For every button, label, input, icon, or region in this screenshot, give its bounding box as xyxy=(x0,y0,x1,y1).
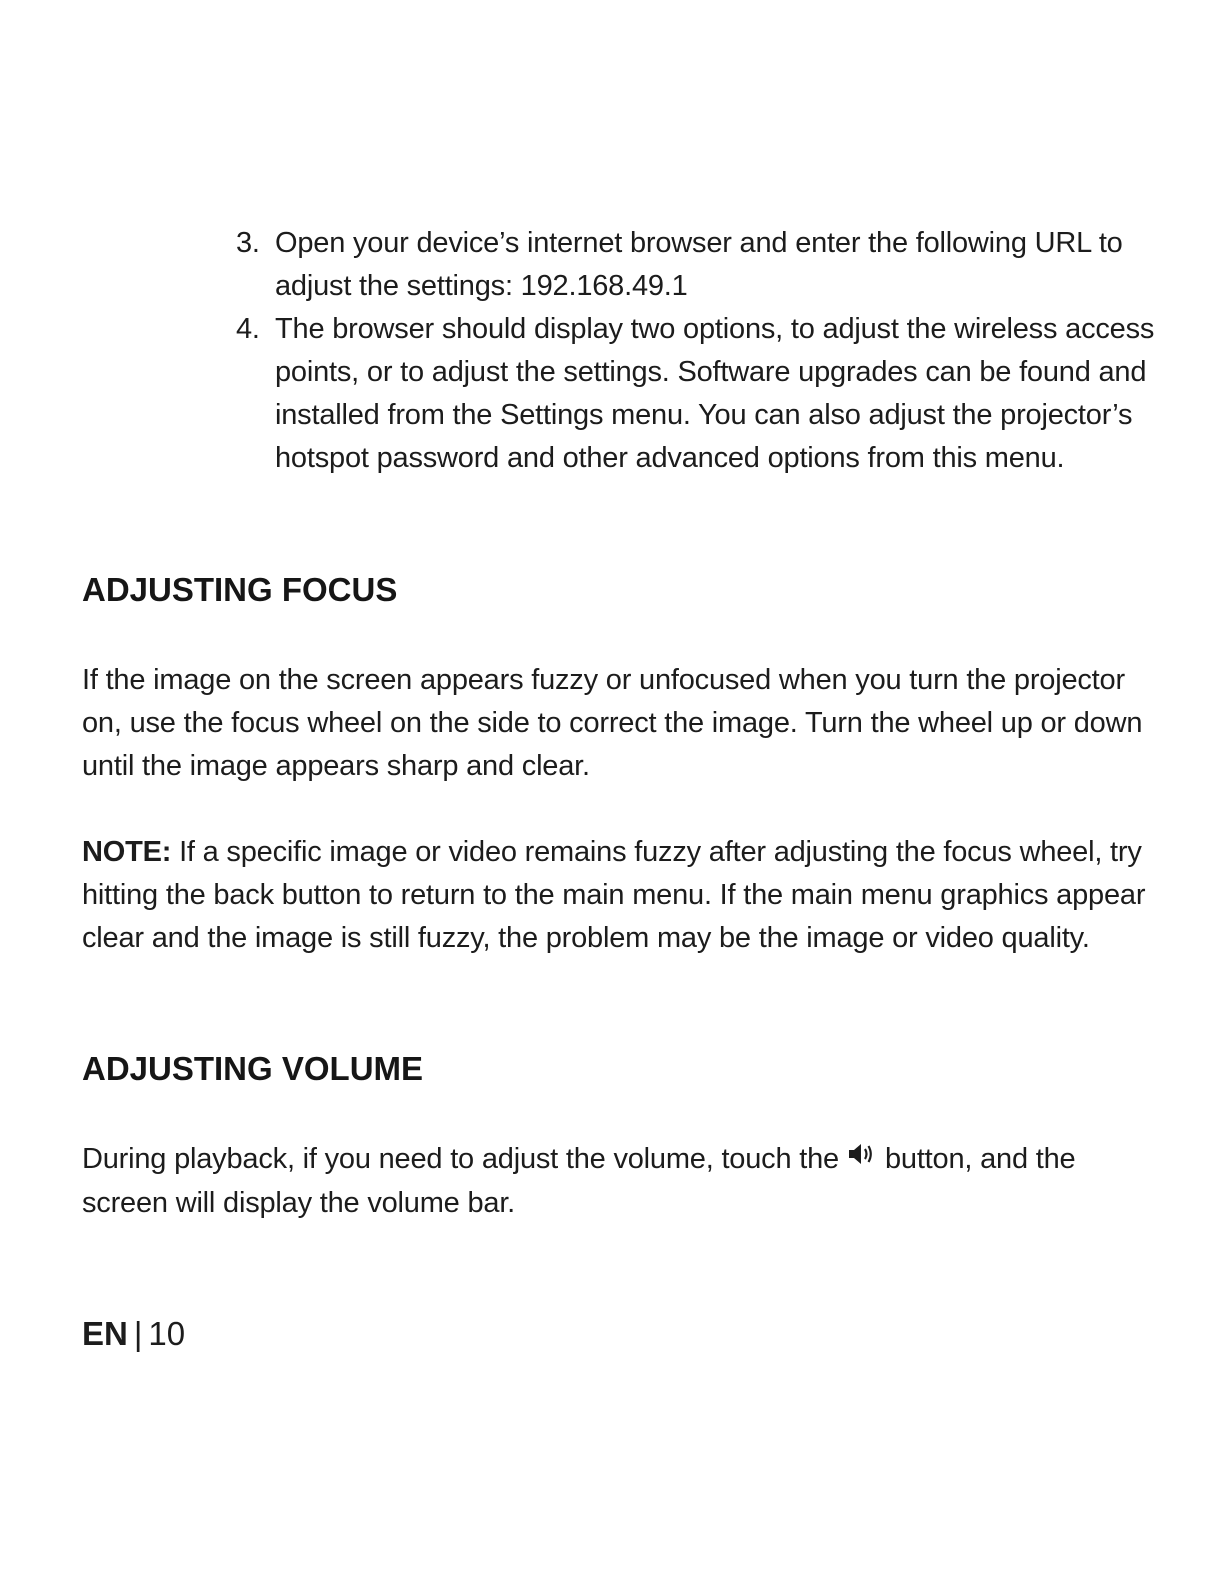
volume-paragraph xyxy=(82,1138,1162,1225)
setup-steps-list xyxy=(236,222,1156,480)
speaker-volume-icon xyxy=(847,1136,875,1179)
page-number: 10 xyxy=(148,1315,186,1352)
step-4 xyxy=(236,308,1156,480)
focus-paragraph: If the image on the screen appears fuzzy or unfocused when you turn the projector on, use the focus wheel on the side to correct the image. Turn the wheel up or down until the image appears sharp and clear. xyxy=(82,664,1143,782)
page-footer xyxy=(82,1313,185,1355)
step-3 xyxy=(236,222,1156,308)
footer-separator: | xyxy=(133,1315,143,1352)
focus-heading: ADJUSTING FOCUS xyxy=(82,571,398,608)
note-label: NOTE: xyxy=(82,836,172,868)
volume-text-after-icon: button, and the screen will display the volume bar. xyxy=(82,1143,1076,1219)
volume-text-before-icon: During playback, if you need to adjust the volume, touch the xyxy=(82,1143,839,1175)
step-text: The browser should display two options, to adjust the wireless access points, or to adjust the settings. Software upgrades can be found and installed from the Settings menu. You can also adjust the projector’s hotspot password and other advanced options from this menu. xyxy=(275,313,1155,474)
note-text: If a specific image or video remains fuzzy after adjusting the focus wheel, try hitting the back button to return to the main menu. If the main menu graphics appear clear and the image is still fuzzy, the problem may be the image or video quality. xyxy=(82,836,1146,954)
step-number: 4. xyxy=(236,313,260,345)
focus-note xyxy=(82,831,1162,960)
step-number: 3. xyxy=(236,227,260,259)
volume-heading: ADJUSTING VOLUME xyxy=(82,1050,424,1087)
footer-language: EN xyxy=(82,1315,128,1352)
step-text: Open your device’s internet browser and enter the following URL to adjust the settings: 192.168.49.1 xyxy=(275,227,1123,302)
